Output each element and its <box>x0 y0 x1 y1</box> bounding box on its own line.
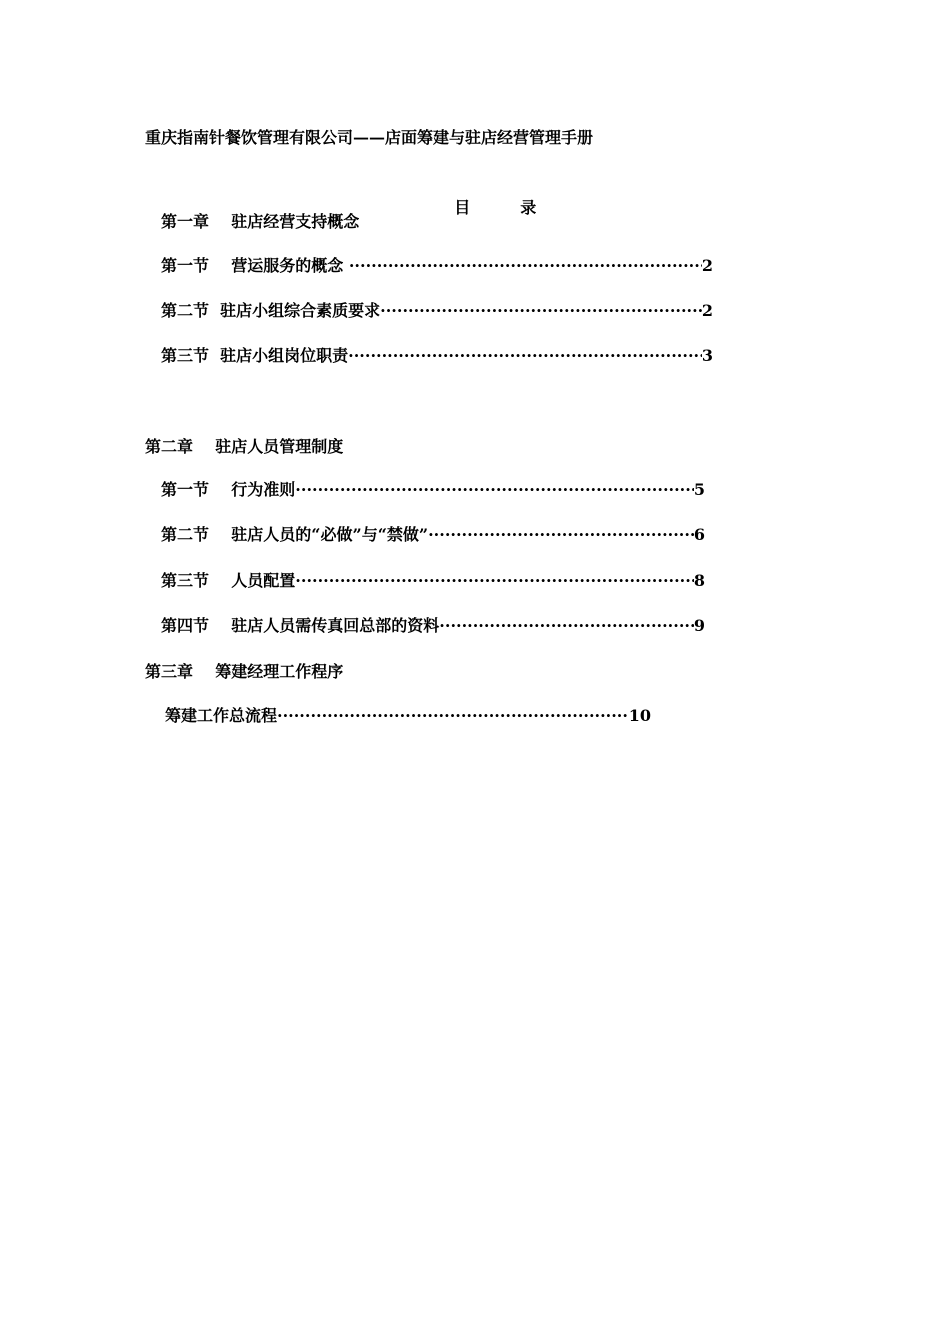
toc-leader-dots <box>295 571 694 591</box>
toc-entry[interactable] <box>161 256 713 276</box>
toc-entry-label: 第二节 驻店人员的“必做”与“禁做” <box>161 525 429 544</box>
document-header-title: 重庆指南针餐饮管理有限公司——店面筹建与驻店经营管理手册 <box>145 128 594 147</box>
toc-entry[interactable] <box>161 616 705 636</box>
toc-page-number: 2 <box>701 256 713 275</box>
toc-entry[interactable] <box>161 301 713 321</box>
toc-page-number: 10 <box>628 706 651 725</box>
toc-entry[interactable] <box>161 480 705 500</box>
toc-leader-dots <box>428 525 694 545</box>
toc-page-number: 9 <box>693 616 705 635</box>
toc-entry-label: 第三节 驻店小组岗位职责 <box>161 346 349 365</box>
toc-leader-dots <box>380 301 702 321</box>
toc-leader-dots <box>348 346 702 366</box>
toc-leader-dots <box>349 256 702 276</box>
toc-heading-right: 录 <box>520 198 537 217</box>
toc-page-number: 6 <box>693 525 705 544</box>
toc-entry-label: 第二节 驻店小组综合素质要求 <box>161 301 381 320</box>
toc-entry-label: 第三节 人员配置 <box>161 571 296 590</box>
toc-heading-left: 目 <box>454 198 471 217</box>
toc-entry[interactable] <box>161 525 705 545</box>
chapter-2-title: 第二章 驻店人员管理制度 <box>145 437 344 456</box>
toc-entry-label: 筹建工作总流程 <box>165 706 278 725</box>
chapter-1-title: 第一章 驻店经营支持概念 <box>161 212 360 231</box>
toc-entry-label: 第一节 营运服务的概念 <box>161 256 349 275</box>
toc-page-number: 3 <box>701 346 713 365</box>
toc-page-number: 8 <box>693 571 705 590</box>
chapter-3-title: 第三章 筹建经理工作程序 <box>145 662 344 681</box>
toc-page-number: 2 <box>701 301 713 320</box>
toc-entry[interactable] <box>161 346 713 366</box>
toc-page-number: 5 <box>693 480 705 499</box>
toc-leader-dots <box>439 616 694 636</box>
toc-leader-dots <box>295 480 694 500</box>
toc-entry[interactable] <box>165 706 651 726</box>
toc-leader-dots <box>277 706 629 726</box>
toc-heading <box>432 178 536 238</box>
toc-entry[interactable] <box>161 571 705 591</box>
toc-entry-label: 第四节 驻店人员需传真回总部的资料 <box>161 616 440 635</box>
toc-entry-label: 第一节 行为准则 <box>161 480 296 499</box>
